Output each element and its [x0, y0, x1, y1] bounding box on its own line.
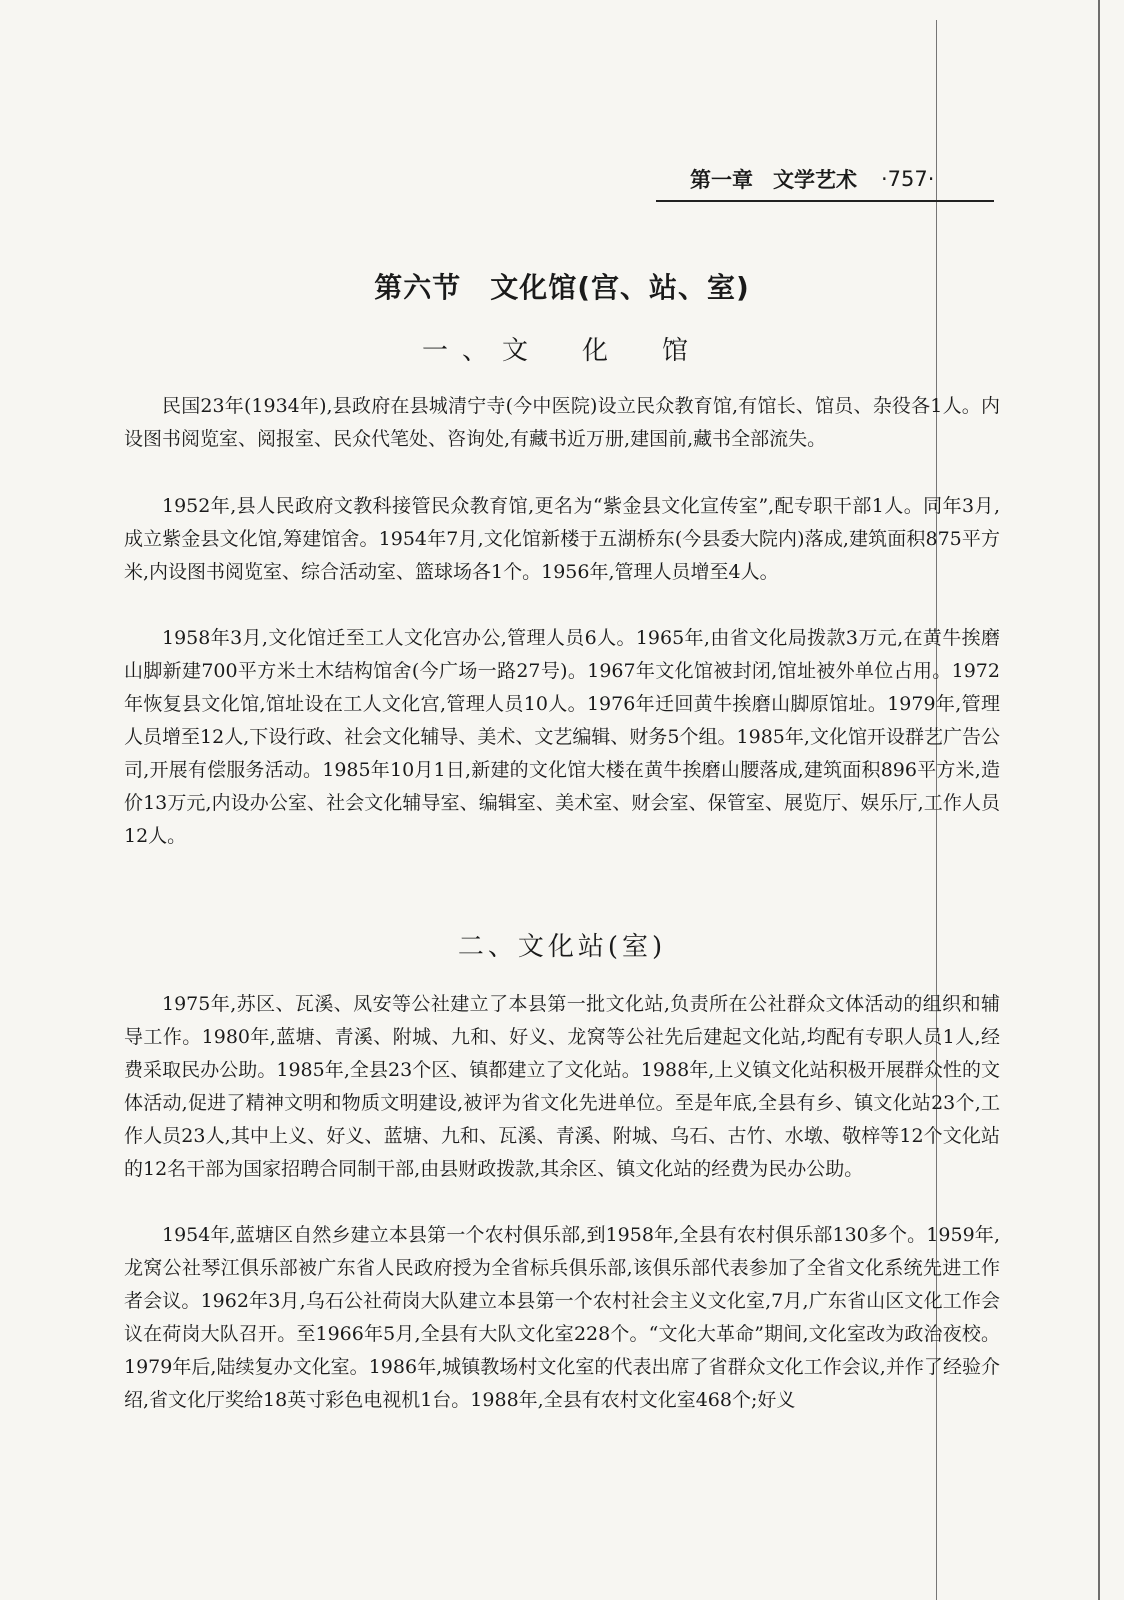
paragraph: 1954年,蓝塘区自然乡建立本县第一个农村俱乐部,到1958年,全县有农村俱乐部130多个。1959年,龙窝公社琴江俱乐部被广东省人民政府授为全省标兵俱乐部,该俱乐部代表参加了全省文化系统先进工作者会议。1962年3月,乌石公社荷岗大队建立本县第一个农村社会主义文化室,7月,广东省山区文化工作会议在荷岗大队召开。至1966年5月,全县有大队文化室228个。“文化大革命”期间,文化室改为政治夜校。1979年后,陆续复办文化室。1986年,城镇教场村文化室的代表出席了省群众文化工作会议,并作了经验介绍,省文化厅奖给18英寸彩色电视机1台。1988年,全县有农村文化室468个;好义 — [124, 1224, 1000, 1411]
paragraph: 1952年,县人民政府文教科接管民众教育馆,更名为“紫金县文化宣传室”,配专职干部1人。同年3月,成立紫金县文化馆,筹建馆舍。1954年7月,文化馆新楼于五湖桥东(今县委大院内)落成,建筑面积875平方米,内设图书阅览室、综合活动室、篮球场各1个。1956年,管理人员增至4人。 — [124, 495, 1000, 583]
scan-edge-line — [1098, 0, 1100, 1600]
running-header — [656, 166, 994, 192]
paragraph: 民国23年(1934年),县政府在县城清宁寺(今中医院)设立民众教育馆,有馆长、馆员、杂役各1人。内设图书阅览室、阅报室、民众代笔处、咨询处,有藏书近万册,建国前,藏书全部流失。 — [124, 395, 1000, 450]
header-chapter: 第一章 — [690, 168, 753, 192]
paragraph: 1975年,苏区、瓦溪、凤安等公社建立了本县第一批文化站,负责所在公社群众文体活动的组织和辅导工作。1980年,蓝塘、青溪、附城、九和、好义、龙窝等公社先后建起文化站,均配有专职人员1人,经费采取民办公助。1985年,全县23个区、镇都建立了文化站。1988年,上义镇文化站积极开展群众性的文体活动,促进了精神文明和物质文明建设,被评为省文化先进单位。至是年底,全县有乡、镇文化站23个,工作人员23人,其中上义、好义、蓝塘、九和、瓦溪、青溪、附城、乌石、古竹、水墩、敬梓等12个文化站的12名干部为国家招聘合同制干部,由县财政拨款,其余区、镇文化站的经费为民办公助。 — [124, 993, 1000, 1180]
page-number: ·757· — [881, 167, 935, 191]
paragraph: 1958年3月,文化馆迁至工人文化宫办公,管理人员6人。1965年,由省文化局拨款3万元,在黄牛挨磨山脚新建700平方米土木结构馆舍(今广场一路27号)。1967年文化馆被封闭,馆址被外单位占用。1972年恢复县文化馆,馆址设在工人文化宫,管理人员10人。1976年迁回黄牛挨磨山脚原馆址。1979年,管理人员增至12人,下设行政、社会文化辅导、美术、文艺编辑、财务5个组。1985年,文化馆开设群艺广告公司,开展有偿服务活动。1985年10月1日,新建的文化馆大楼在黄牛挨磨山腰落成,建筑面积896平方米,造价13万元,内设办公室、社会文化辅导室、编辑室、美术室、财会室、保管室、展览厅、娱乐厅,工作人员12人。 — [124, 627, 1000, 847]
section-title: 第六节 文化馆(宫、站、室) — [374, 271, 750, 304]
subsection-heading-culture-hall: 一、文 化 馆 — [421, 336, 702, 366]
subsection-heading-culture-station: 二、文化站(室) — [457, 932, 667, 962]
header-rule — [656, 200, 994, 202]
header-subject: 文学艺术 — [773, 168, 857, 192]
